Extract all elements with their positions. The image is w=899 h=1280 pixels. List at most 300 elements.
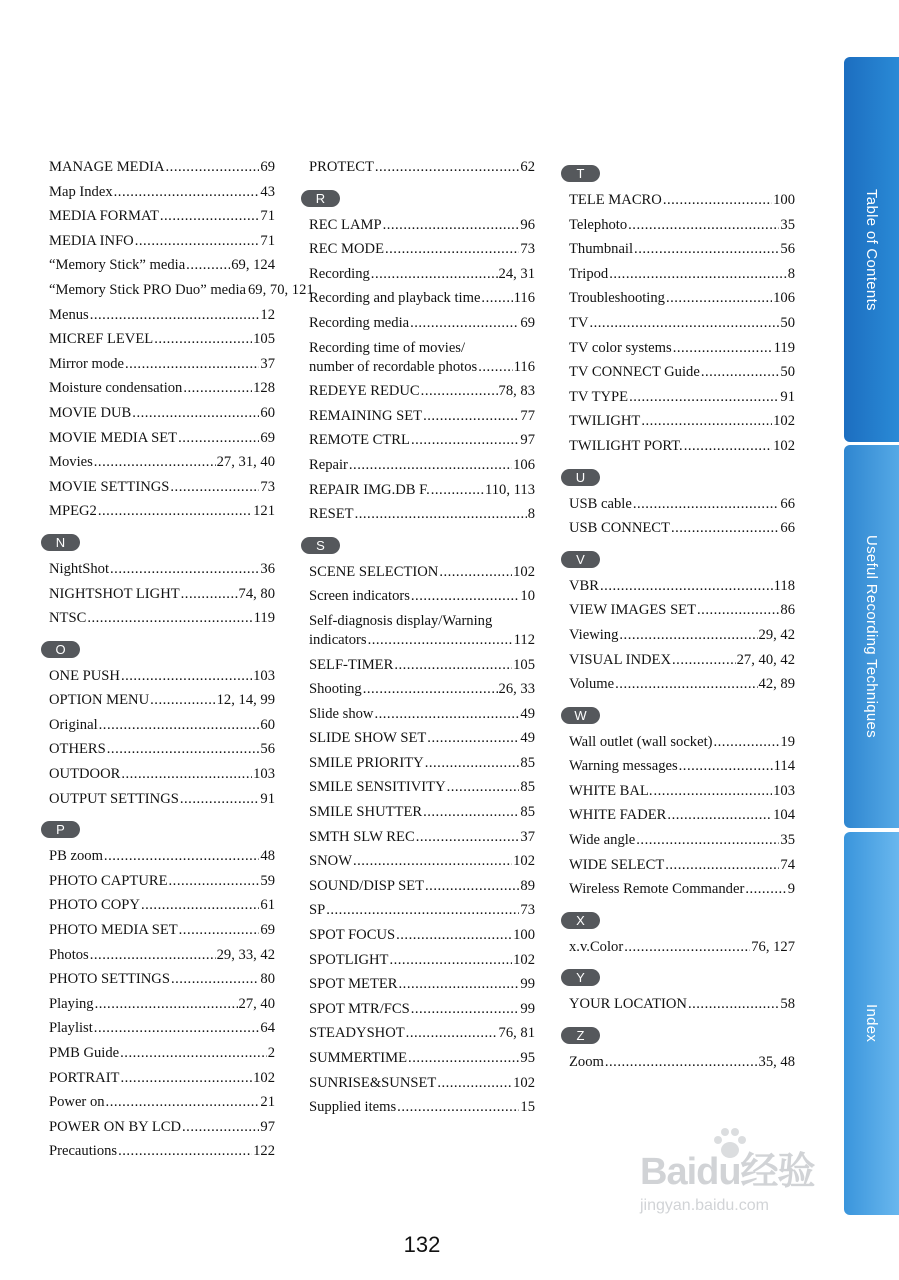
index-entry-leader <box>375 158 520 177</box>
index-entry[interactable] <box>569 626 795 645</box>
index-entry[interactable] <box>49 404 275 423</box>
index-entry[interactable] <box>569 388 795 407</box>
index-entry-page[interactable]: 71 <box>260 208 275 225</box>
index-entry-page[interactable]: 74 <box>780 856 795 873</box>
index-entry-page[interactable]: 43 <box>260 183 275 200</box>
index-entry-leader <box>478 358 512 377</box>
index-entry-page[interactable]: 69 <box>260 429 275 446</box>
index-entry-leader <box>688 995 779 1014</box>
index-entry[interactable] <box>569 880 795 899</box>
index-entry-page[interactable]: 73 <box>260 478 275 495</box>
index-entry[interactable] <box>309 1024 535 1043</box>
index-entry-page[interactable]: 27, 40 <box>238 995 275 1012</box>
tab-useful-recording-techniques[interactable] <box>844 445 899 828</box>
index-entry-page[interactable]: 118 <box>773 577 795 594</box>
index-entry[interactable] <box>569 289 795 308</box>
index-entry-page[interactable]: 56 <box>260 741 275 758</box>
index-entry-page[interactable]: 37 <box>260 355 275 372</box>
index-entry[interactable] <box>49 207 275 226</box>
index-entry[interactable] <box>309 680 535 699</box>
index-entry-term: Playlist <box>49 1020 93 1037</box>
index-entry[interactable] <box>309 1000 535 1019</box>
index-entry-page[interactable]: 66 <box>780 520 795 537</box>
index-entry-page[interactable]: 103 <box>253 766 275 783</box>
index-entry[interactable] <box>49 896 275 915</box>
index-entry[interactable] <box>49 183 275 202</box>
index-entry[interactable] <box>49 379 275 398</box>
index-entry-leader <box>600 577 773 596</box>
index-entry[interactable] <box>309 382 535 401</box>
index-entry[interactable] <box>49 1019 275 1038</box>
section-letter-badge: T <box>561 165 600 182</box>
index-entry-leader <box>411 587 520 606</box>
index-entry-page[interactable]: 2 <box>267 1045 275 1061</box>
index-entry[interactable] <box>309 951 535 970</box>
index-entry-page[interactable]: 12 <box>260 306 275 323</box>
index-entry[interactable] <box>49 790 275 809</box>
index-entry-term: Playing <box>49 995 94 1012</box>
index-entry[interactable] <box>49 429 275 448</box>
index-entry[interactable] <box>49 478 275 497</box>
index-entry-leader <box>99 716 260 735</box>
index-entry-page[interactable]: 62 <box>520 159 535 175</box>
index-entry-page[interactable]: 37 <box>520 828 535 845</box>
index-entry-page[interactable]: 69, 124 <box>231 257 275 274</box>
index-entry-page[interactable]: 80 <box>260 971 275 988</box>
index-entry[interactable] <box>309 926 535 945</box>
index-entry-leader <box>411 1000 520 1019</box>
index-entry-page[interactable]: 105 <box>513 656 535 673</box>
index-entry-term: MEDIA FORMAT <box>49 208 159 225</box>
index-entry-leader <box>394 656 512 675</box>
index-entry[interactable] <box>49 306 275 325</box>
index-entry[interactable] <box>49 995 275 1014</box>
index-entry[interactable] <box>569 240 795 259</box>
index-entry[interactable] <box>569 363 795 382</box>
index-entry-leader <box>125 355 259 374</box>
index-entry[interactable] <box>49 158 275 177</box>
index-entry-leader <box>633 495 780 514</box>
index-entry-page[interactable]: 112 <box>513 631 535 648</box>
index-entry-page[interactable]: 61 <box>260 897 275 914</box>
index-entry-page[interactable]: 60 <box>260 404 275 421</box>
index-entry[interactable] <box>49 921 275 940</box>
index-entry-page[interactable]: 103 <box>773 782 795 799</box>
index-entry-leader <box>609 265 786 284</box>
index-entry[interactable] <box>309 431 535 450</box>
index-entry-leader <box>397 1098 519 1117</box>
index-entry-page[interactable]: 122 <box>253 1143 275 1160</box>
index-entry-page[interactable]: 85 <box>520 804 535 821</box>
index-entry[interactable] <box>49 355 275 374</box>
index-entry-page[interactable]: 100 <box>513 927 535 944</box>
index-entry-page[interactable]: 97 <box>520 432 535 449</box>
index-entry-page[interactable]: 76, 127 <box>751 938 795 955</box>
section-letter-badge: P <box>41 821 80 838</box>
index-entry-term: Troubleshooting <box>569 290 665 307</box>
index-entry-page[interactable]: 49 <box>520 705 535 722</box>
index-entry[interactable] <box>569 806 795 825</box>
index-entry[interactable] <box>309 265 535 284</box>
index-entry[interactable] <box>309 456 535 475</box>
index-entry-page[interactable]: 102 <box>513 853 535 870</box>
index-entry-leader <box>629 388 779 407</box>
index-entry-page[interactable]: 56 <box>780 241 795 258</box>
index-entry[interactable] <box>309 1098 535 1117</box>
index-entry-page[interactable]: 27, 31, 40 <box>216 454 275 471</box>
index-entry-leader <box>624 938 750 957</box>
index-entry-term: TWILIGHT PORT. <box>569 437 683 454</box>
index-entry[interactable] <box>49 691 275 710</box>
index-entry[interactable] <box>309 240 535 259</box>
index-entry-page[interactable]: 73 <box>520 902 535 919</box>
index-entry-term: PHOTO CAPTURE <box>49 872 168 889</box>
index-entry-page[interactable]: 77 <box>520 407 535 424</box>
index-entry-term: VISUAL INDEX <box>569 651 672 668</box>
index-entry[interactable] <box>569 519 795 538</box>
index-entry-page[interactable]: 66 <box>780 495 795 512</box>
index-entry[interactable] <box>309 216 535 235</box>
index-entry[interactable] <box>49 1093 275 1112</box>
index-entry[interactable] <box>309 754 535 773</box>
index-entry-page[interactable]: 27, 40, 42 <box>736 651 795 668</box>
index-entry-term: Power on <box>49 1094 105 1111</box>
index-entry-leader <box>654 782 773 801</box>
index-entry[interactable] <box>49 716 275 735</box>
index-entry-leader <box>679 757 773 776</box>
index-entry-page[interactable]: 29, 33, 42 <box>216 946 275 963</box>
index-entry[interactable] <box>569 675 795 694</box>
index-entry[interactable] <box>309 158 535 177</box>
index-entry[interactable] <box>569 339 795 358</box>
section-letter-badge: V <box>561 551 600 568</box>
index-entry[interactable] <box>569 265 795 284</box>
index-entry-page[interactable]: 78, 83 <box>498 383 535 400</box>
index-entry-leader <box>619 626 757 645</box>
index-entry[interactable] <box>309 877 535 896</box>
index-column-2 <box>309 158 535 1123</box>
index-entry-page[interactable]: 26, 33 <box>498 681 535 698</box>
index-entry-leader <box>181 585 238 604</box>
index-entry-page[interactable]: 19 <box>780 733 795 750</box>
index-entry-leader <box>87 609 252 628</box>
index-entry-term: SELF-TIMER <box>309 656 394 673</box>
index-entry-page[interactable]: 35, 48 <box>758 1054 795 1071</box>
index-entry-term: SOUND/DISP SET <box>309 877 425 894</box>
index-entry-page[interactable]: 8 <box>527 506 535 523</box>
index-entry[interactable] <box>309 1049 535 1068</box>
index-entry[interactable] <box>569 495 795 514</box>
index-entry[interactable] <box>309 563 535 582</box>
index-entry-term: USB cable <box>569 495 632 512</box>
index-entry[interactable] <box>569 995 795 1014</box>
index-entry-page[interactable]: 59 <box>260 872 275 889</box>
index-entry-leader <box>118 1142 252 1161</box>
index-entry[interactable] <box>49 667 275 686</box>
index-entry-page[interactable]: 102 <box>253 1069 275 1086</box>
index-entry[interactable] <box>569 577 795 596</box>
index-entry-leader <box>673 339 773 358</box>
index-entry[interactable] <box>49 872 275 891</box>
index-entry[interactable] <box>49 453 275 472</box>
index-entry-page[interactable]: 114 <box>773 758 795 775</box>
index-entry-term: TELE MACRO <box>569 192 662 208</box>
index-entry-term: SCENE SELECTION <box>309 563 439 580</box>
index-entry-leader <box>110 560 259 579</box>
index-entry[interactable] <box>569 412 795 431</box>
index-column-1 <box>49 158 314 1167</box>
index-entry-term: MPEG2 <box>49 503 97 520</box>
watermark-url: jingyan.baidu.com <box>640 1197 769 1214</box>
index-entry-page[interactable]: 116 <box>513 358 535 375</box>
index-entry-page[interactable]: 64 <box>260 1020 275 1037</box>
index-entry[interactable] <box>49 232 275 251</box>
index-entry-leader <box>667 806 772 825</box>
index-entry[interactable] <box>569 191 795 210</box>
index-entry[interactable] <box>49 585 275 604</box>
index-entry[interactable] <box>569 1053 795 1072</box>
index-entry-leader <box>641 412 772 431</box>
index-entry-term: WHITE FADER <box>569 807 667 824</box>
index-entry-page[interactable]: 102 <box>513 563 535 580</box>
index-entry[interactable] <box>569 437 795 456</box>
index-entry-leader <box>416 828 520 847</box>
index-entry-term: number of recordable photos <box>309 358 478 375</box>
index-entry-term: REDEYE REDUC <box>309 383 420 400</box>
index-entry[interactable] <box>49 502 275 521</box>
tab-index[interactable] <box>844 832 899 1215</box>
tab-table-of-contents[interactable] <box>844 57 899 442</box>
index-entry-page[interactable]: 91 <box>260 790 275 807</box>
index-entry[interactable] <box>49 560 275 579</box>
index-entry[interactable] <box>309 407 535 426</box>
index-entry[interactable] <box>569 831 795 850</box>
index-entry-term: REPAIR IMG.DB F. <box>309 481 430 498</box>
index-entry-term: SUNRISE&SUNSET <box>309 1074 437 1091</box>
index-entry-page[interactable]: 50 <box>780 314 795 331</box>
index-entry-page[interactable]: 97 <box>260 1118 275 1135</box>
index-entry[interactable] <box>569 651 795 670</box>
index-entry[interactable] <box>309 289 535 308</box>
index-entry-leader <box>481 289 512 308</box>
section-letter-badge: Y <box>561 969 600 986</box>
index-entry[interactable] <box>49 281 314 300</box>
index-entry-page[interactable]: 116 <box>513 290 535 307</box>
index-entry[interactable] <box>49 256 275 275</box>
index-entry-term: STEADYSHOT <box>309 1025 405 1042</box>
index-entry-term: Photos <box>49 946 89 963</box>
index-entry-leader <box>349 456 512 475</box>
index-entry[interactable] <box>569 782 795 801</box>
index-entry[interactable] <box>309 901 535 920</box>
index-entry[interactable] <box>569 856 795 875</box>
index-entry[interactable] <box>569 601 795 620</box>
index-entry-term: NTSC <box>49 610 87 627</box>
index-entry-page[interactable]: 102 <box>513 951 535 968</box>
index-entry-page[interactable]: 42, 89 <box>758 676 795 693</box>
index-entry-leader <box>389 951 512 970</box>
index-entry-page[interactable]: 8 <box>787 265 795 282</box>
index-entry[interactable] <box>569 733 795 752</box>
index-entry-page[interactable]: 15 <box>520 1099 535 1116</box>
index-entry-page[interactable]: 74, 80 <box>238 585 275 602</box>
index-entry[interactable] <box>569 757 795 776</box>
index-entry-term: SPOT FOCUS <box>309 927 396 944</box>
index-entry[interactable] <box>49 847 275 866</box>
index-entry-term: OUTPUT SETTINGS <box>49 790 179 807</box>
index-entry-page[interactable]: 49 <box>520 730 535 747</box>
index-entry[interactable] <box>309 1074 535 1093</box>
index-entry[interactable] <box>569 314 795 333</box>
index-entry-leader <box>154 330 252 349</box>
index-entry-page[interactable]: 91 <box>780 388 795 405</box>
index-entry[interactable] <box>309 612 535 650</box>
index-entry-term: MEDIA INFO <box>49 232 134 249</box>
index-entry-term-line: Recording time of movies/ <box>309 339 466 356</box>
index-entry-term: PROTECT <box>309 159 374 175</box>
index-entry-page[interactable]: 86 <box>780 602 795 619</box>
index-entry-page[interactable]: 85 <box>520 754 535 771</box>
index-entry-page[interactable]: 102 <box>773 437 795 454</box>
index-entry-leader <box>90 306 260 325</box>
index-entry-term: MICREF LEVEL <box>49 331 154 348</box>
index-entry-term: ONE PUSH <box>49 667 120 684</box>
index-entry[interactable] <box>49 765 275 784</box>
index-entry-term: TV CONNECT Guide <box>569 364 700 381</box>
index-entry-page[interactable]: 48 <box>260 848 275 865</box>
index-entry[interactable] <box>49 970 275 989</box>
index-entry[interactable] <box>309 481 535 500</box>
index-entry[interactable] <box>309 975 535 994</box>
index-entry[interactable] <box>49 1044 275 1063</box>
index-entry[interactable] <box>309 803 535 822</box>
index-entry-page[interactable]: 76, 81 <box>498 1025 535 1042</box>
section-letter-badge: R <box>301 190 340 207</box>
index-entry-page[interactable]: 99 <box>520 976 535 993</box>
index-entry-page[interactable]: 85 <box>520 779 535 796</box>
index-entry-page[interactable]: 50 <box>780 364 795 381</box>
index-entry-page[interactable]: 35 <box>780 216 795 233</box>
index-entry-leader <box>410 314 519 333</box>
index-entry-leader <box>421 382 498 401</box>
index-entry-page[interactable]: 12, 14, 99 <box>216 692 275 709</box>
index-entry-term: YOUR LOCATION <box>569 996 687 1013</box>
index-entry-page[interactable]: 58 <box>780 996 795 1013</box>
index-entry-page[interactable]: 121 <box>253 503 275 520</box>
index-entry-page[interactable]: 60 <box>260 716 275 733</box>
index-entry[interactable] <box>309 339 535 377</box>
index-entry[interactable] <box>49 946 275 965</box>
index-entry[interactable] <box>569 216 795 235</box>
index-entry-leader <box>166 158 260 177</box>
index-entry[interactable] <box>49 1069 275 1088</box>
index-entry-page[interactable]: 35 <box>780 832 795 849</box>
index-entry-leader <box>363 680 498 699</box>
index-entry-term-line: Self-diagnosis display/Warning <box>309 612 493 629</box>
index-entry-leader <box>671 519 779 538</box>
index-entry-leader <box>121 667 252 686</box>
index-entry[interactable] <box>309 705 535 724</box>
index-entry-page[interactable]: 105 <box>253 331 275 348</box>
index-entry-page[interactable]: 89 <box>520 877 535 894</box>
index-entry-leader <box>665 856 779 875</box>
index-entry[interactable] <box>309 656 535 675</box>
index-entry-term: Volume <box>569 676 615 693</box>
index-entry-term: SPOTLIGHT <box>309 951 389 968</box>
index-entry-leader <box>423 803 519 822</box>
index-entry-page[interactable]: 102 <box>513 1074 535 1091</box>
index-entry-page[interactable]: 128 <box>253 380 275 397</box>
index-entry[interactable] <box>309 852 535 871</box>
index-entry-term: TV color systems <box>569 339 672 356</box>
index-entry-leader <box>383 216 520 235</box>
index-entry-leader <box>141 896 259 915</box>
index-entry[interactable] <box>49 740 275 759</box>
index-entry-page[interactable]: 103 <box>253 667 275 684</box>
index-entry-leader <box>326 901 519 920</box>
index-entry-leader <box>104 847 259 866</box>
index-entry-leader <box>408 1049 519 1068</box>
index-entry-term: indicators <box>309 631 367 648</box>
index-entry-page[interactable]: 119 <box>773 339 795 356</box>
index-entry-page[interactable]: 69 <box>520 314 535 331</box>
index-entry-leader <box>368 631 513 650</box>
index-entry-leader <box>94 453 216 472</box>
index-entry-term: Tripod <box>569 265 609 282</box>
index-entry[interactable] <box>49 330 275 349</box>
index-entry[interactable] <box>309 729 535 748</box>
index-entry-page[interactable]: 69, 70, 121 <box>248 281 314 298</box>
index-entry-page[interactable]: 10 <box>520 588 535 605</box>
index-entry-page[interactable]: 36 <box>260 560 275 577</box>
index-entry[interactable] <box>49 1118 275 1137</box>
index-entry[interactable] <box>49 609 275 628</box>
index-entry-term: Repair <box>309 456 348 473</box>
index-entry-page[interactable]: 24, 31 <box>498 265 535 282</box>
index-entry[interactable] <box>569 938 795 957</box>
index-entry-page[interactable]: 119 <box>253 610 275 627</box>
index-entry-page[interactable]: 29, 42 <box>758 626 795 643</box>
index-entry-page[interactable]: 110, 113 <box>485 481 535 498</box>
index-entry[interactable] <box>309 828 535 847</box>
index-entry-term: SPOT METER <box>309 976 398 993</box>
index-entry-page[interactable]: 9 <box>787 881 795 898</box>
index-entry[interactable] <box>49 1142 275 1161</box>
index-entry-page[interactable]: 96 <box>520 216 535 233</box>
index-entry-page[interactable]: 95 <box>520 1050 535 1066</box>
index-column-3 <box>569 158 795 1078</box>
index-entry-page[interactable]: 106 <box>513 456 535 473</box>
index-entry-term: Wide angle <box>569 832 636 849</box>
index-entry-page[interactable]: 21 <box>260 1094 275 1111</box>
index-entry[interactable] <box>309 778 535 797</box>
index-entry-page[interactable]: 106 <box>773 290 795 307</box>
index-entry-page[interactable]: 71 <box>260 232 275 249</box>
index-entry-term: REC LAMP <box>309 216 382 233</box>
index-entry[interactable] <box>309 505 535 524</box>
index-entry-page[interactable]: 69 <box>260 922 275 939</box>
index-entry-page[interactable]: 99 <box>520 1000 535 1017</box>
index-entry-page[interactable]: 100 <box>773 192 795 208</box>
index-entry-page[interactable]: 104 <box>773 807 795 824</box>
index-entry-page[interactable]: 73 <box>520 241 535 258</box>
index-entry[interactable] <box>309 314 535 333</box>
index-entry[interactable] <box>309 587 535 606</box>
index-entry-leader <box>439 563 512 582</box>
index-entry-page[interactable]: 69 <box>260 159 275 175</box>
index-entry-term: REMAINING SET <box>309 407 423 424</box>
index-entry-page[interactable]: 102 <box>773 413 795 430</box>
